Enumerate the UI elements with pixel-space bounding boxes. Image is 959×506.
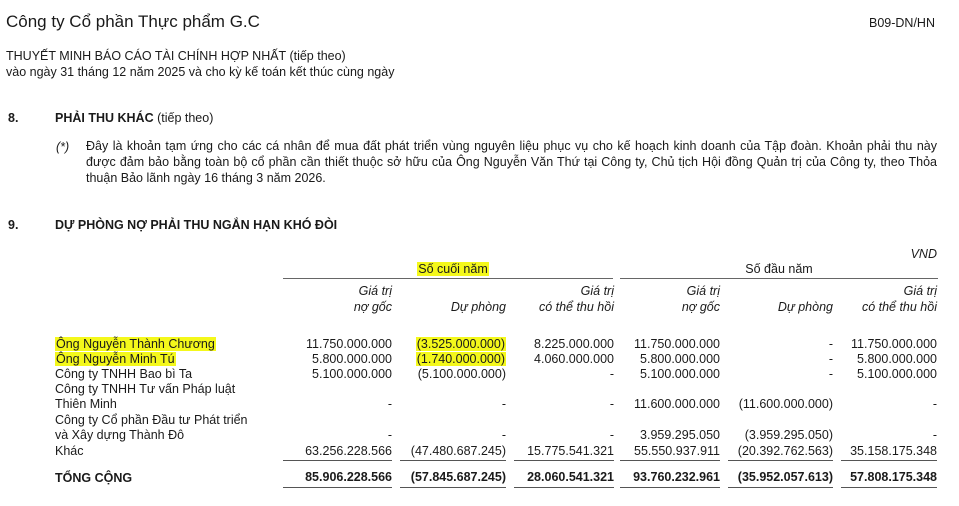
total-cell: 85.906.228.566	[305, 470, 392, 484]
row-label	[55, 352, 176, 367]
column-header-4	[612, 283, 720, 315]
total-rule	[514, 487, 614, 488]
table-cell: 5.100.000.000	[312, 367, 392, 381]
table-cell: 3.959.295.050	[640, 428, 720, 442]
section-8-title	[55, 111, 213, 125]
table-cell: 15.775.541.321	[527, 444, 614, 458]
table-cell: 55.550.937.911	[634, 444, 720, 458]
section-9-title-main: DỰ PHÒNG NỢ PHẢI THU NGẮN HẠN KHÓ ĐÒI	[55, 218, 338, 232]
table-cell: 63.256.228.566	[305, 444, 392, 458]
column-header-line2: có thể thu hồi	[861, 300, 937, 314]
table-cell: 11.600.000.000	[634, 397, 720, 411]
group-line-begin	[620, 278, 938, 279]
column-header-line1: Giá trị	[358, 284, 392, 298]
column-header-line1: Giá trị	[580, 284, 614, 298]
table-cell: 5.100.000.000	[640, 367, 720, 381]
table-cell: 5.800.000.000	[857, 352, 937, 366]
group-header-beginning-of-year: Số đầu năm	[745, 262, 813, 276]
row-label	[55, 382, 235, 412]
column-header-2	[398, 283, 506, 315]
total-cell: 28.060.541.321	[527, 470, 614, 484]
group-line-end	[283, 278, 613, 279]
table-cell: (11.600.000.000)	[738, 397, 833, 411]
report-title: THUYẾT MINH BÁO CÁO TÀI CHÍNH HỢP NHẤT (tiếp theo)	[6, 49, 346, 63]
column-header-5	[725, 283, 833, 315]
table-cell: -	[828, 337, 833, 351]
column-header-6	[829, 283, 937, 315]
column-header-1	[284, 283, 392, 315]
column-header-line1	[398, 283, 506, 299]
row-label	[55, 367, 192, 382]
column-header-line2: nợ gốc	[353, 300, 392, 314]
table-cell: 11.750.000.000	[851, 337, 937, 351]
column-header-line1: Giá trị	[903, 284, 937, 298]
column-header-line1: Giá trị	[686, 284, 720, 298]
currency-label: VND	[910, 247, 937, 261]
table-cell: 4.060.000.000	[534, 352, 614, 366]
row-label-line2: Thiên Minh	[55, 397, 117, 411]
table-cell: -	[609, 367, 614, 381]
section-9-title	[55, 218, 337, 232]
table-cell: 5.800.000.000	[312, 352, 392, 366]
table-cell: 35.158.175.348	[850, 444, 937, 458]
subtotal-rule	[728, 460, 833, 461]
table-cell: -	[828, 367, 833, 381]
row-label	[55, 444, 84, 459]
column-header-line2: Dự phòng	[777, 300, 833, 314]
table-cell: 5.800.000.000	[640, 352, 720, 366]
note-marker: (*)	[56, 140, 70, 154]
total-cell: (57.845.687.245)	[410, 470, 506, 484]
row-label	[55, 413, 248, 443]
form-code: B09-DN/HN	[869, 16, 935, 30]
table-cell: 11.750.000.000	[634, 337, 720, 351]
table-cell: 5.100.000.000	[857, 367, 937, 381]
subtotal-rule	[283, 460, 392, 461]
subtotal-rule	[400, 460, 506, 461]
row-label-line1: Công ty TNHH Tư vấn Pháp luật	[55, 382, 236, 396]
section-8-number: 8.	[8, 111, 19, 125]
report-subtitle: vào ngày 31 tháng 12 năm 2025 và cho kỳ kế toán kết thúc cùng ngày	[6, 65, 395, 79]
row-label-line2: và Xây dựng Thành Đô	[55, 428, 185, 442]
table-cell: (5.100.000.000)	[417, 367, 506, 381]
note-text: Đây là khoản tạm ứng cho các cá nhân để mua đất phát triển vùng nguyên liệu phục vụ cho kế hoạch kinh doanh của Tập đoàn. Khoản phải thu này được đảm bảo bằng toàn bộ cổ phần cần thiết thuộc sở hữu của Ông Nguyễn Văn Thứ tại Công ty, Chủ tịch Hội đồng Quản trị của Công ty, theo Thỏa thuận Bảo lãnh ngày 16 tháng 3 năm 2026.	[86, 139, 937, 185]
group-header-end-of-year	[408, 262, 498, 276]
table-cell: (20.392.762.563)	[737, 444, 833, 458]
total-cell: 93.760.232.961	[633, 470, 720, 484]
column-header-line2: có thể thu hồi	[538, 300, 614, 314]
column-header-line2: Dự phòng	[450, 300, 506, 314]
table-cell: -	[609, 428, 614, 442]
total-rule	[728, 487, 833, 488]
table-cell: -	[387, 428, 392, 442]
table-cell: 8.225.000.000	[534, 337, 614, 351]
column-header-line2: nợ gốc	[681, 300, 720, 314]
table-cell: -	[387, 397, 392, 411]
total-rule	[620, 487, 720, 488]
table-cell: -	[932, 397, 937, 411]
row-label	[55, 337, 216, 352]
total-cell: 57.808.175.348	[850, 470, 937, 484]
table-cell: -	[932, 428, 937, 442]
company-name: Công ty Cổ phần Thực phẩm G.C	[6, 12, 260, 31]
subtotal-rule	[620, 460, 720, 461]
table-cell: (1.740.000.000)	[416, 352, 505, 366]
column-header-line1	[725, 283, 833, 299]
total-label: TỔNG CỘNG	[55, 471, 133, 485]
total-rule	[400, 487, 506, 488]
row-label-line1: Ông Nguyễn Thành Chương	[56, 337, 215, 351]
table-cell: (3.959.295.050)	[744, 428, 833, 442]
total-rule	[841, 487, 937, 488]
total-rule	[283, 487, 392, 488]
row-label-line1: Khác	[55, 444, 84, 458]
table-cell: -	[828, 352, 833, 366]
table-cell: -	[609, 397, 614, 411]
section-8-title-main: PHẢI THU KHÁC	[55, 111, 154, 125]
table-cell: (3.525.000.000)	[416, 337, 505, 351]
table-cell: -	[501, 428, 506, 442]
group-header-end-of-year-text: Số cuối năm	[418, 262, 488, 276]
section-9-number: 9.	[8, 218, 19, 232]
row-label-line1: Công ty Cổ phần Đầu tư Phát triển	[55, 413, 248, 427]
total-cell: (35.952.057.613)	[737, 470, 833, 484]
table-cell: -	[501, 397, 506, 411]
column-header-3	[506, 283, 614, 315]
subtotal-rule	[841, 460, 937, 461]
table-cell: (47.480.687.245)	[410, 444, 506, 458]
row-label-line1: Ông Nguyễn Minh Tú	[56, 352, 175, 366]
row-label-line1: Công ty TNHH Bao bì Ta	[55, 367, 193, 381]
table-cell: 11.750.000.000	[306, 337, 392, 351]
section-8-title-suffix: (tiếp theo)	[153, 111, 214, 125]
subtotal-rule	[514, 460, 614, 461]
